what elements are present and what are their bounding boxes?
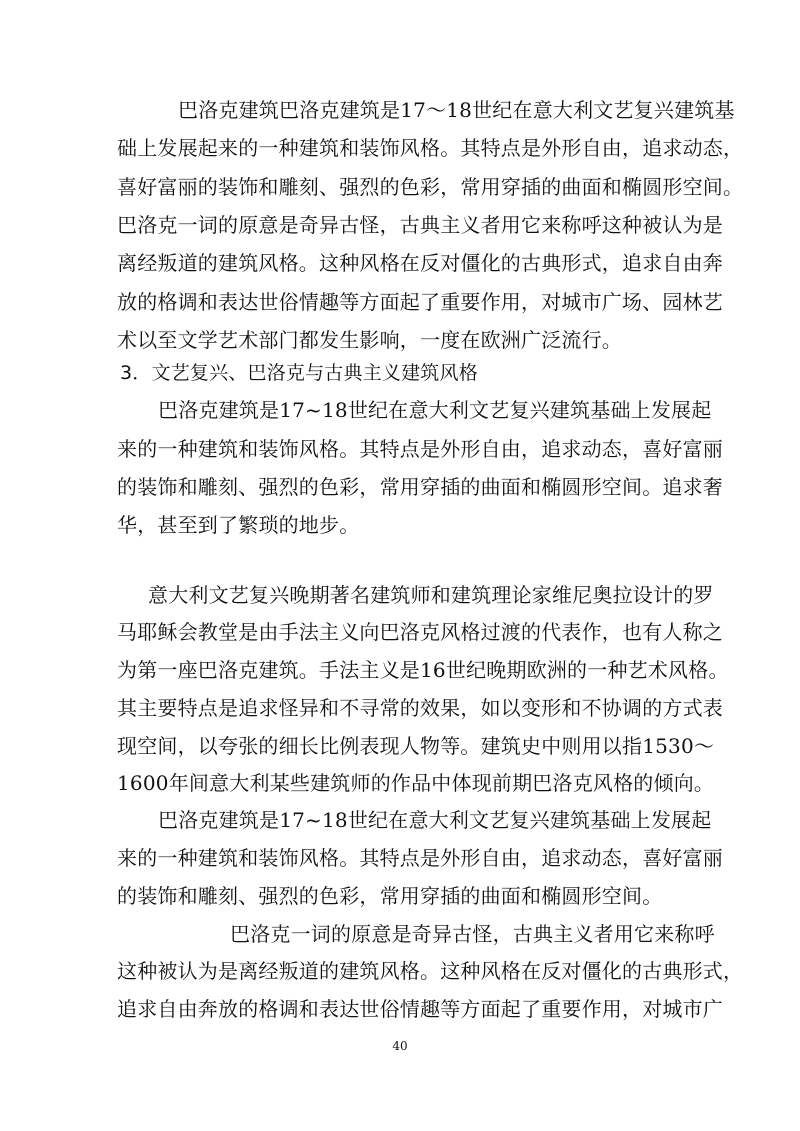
text-line: 离经叛道的建筑风格。这种风格在反对僵化的古典形式，追求自由奔 (117, 251, 723, 275)
text-line: 来的一种建筑和装饰风格。其特点是外形自由，追求动态，喜好富丽 (117, 437, 723, 461)
text-line: 现空间，以夸张的细长比例表现人物等。建筑史中则用以指1530～ (117, 734, 715, 758)
text-line: 其主要特点是追求怪异和不寻常的效果，如以变形和不协调的方式表 (117, 696, 723, 720)
text-line: 华，甚至到了繁琐的地步。 (117, 513, 360, 537)
text-line: 1600年间意大利某些建筑师的作品中体现前期巴洛克风格的倾向。 (117, 771, 715, 795)
page-number: 40 (392, 1039, 408, 1053)
text-line: 的装饰和雕刻、强烈的色彩，常用穿插的曲面和椭圆形空间。追求奢 (117, 475, 723, 499)
text-line: 喜好富丽的装饰和雕刻、强烈的色彩，常用穿插的曲面和椭圆形空间。 (117, 175, 744, 199)
text-line: 术以至文学艺术部门都发生影响，一度在欧洲广泛流行。 (117, 328, 622, 352)
text-line: 马耶稣会教堂是由手法主义向巴洛克风格过渡的代表作，也有人称之 (117, 620, 723, 644)
text-line: 来的一种建筑和装饰风格。其特点是外形自由，追求动态，喜好富丽 (117, 846, 723, 870)
text-line: 巴洛克建筑巴洛克建筑是17～18世纪在意大利文艺复兴建筑基 (178, 98, 735, 122)
text-line: 巴洛克一词的原意是奇异古怪，古典主义者用它来称呼这种被认为是 (117, 213, 723, 237)
text-line: 巴洛克一词的原意是奇异古怪，古典主义者用它来称呼 (230, 922, 715, 946)
text-line: 这种被认为是离经叛道的建筑风格。这种风格在反对僵化的古典形式， (117, 959, 744, 983)
text-line: 为第一座巴洛克建筑。手法主义是16世纪晚期欧洲的一种艺术风格。 (117, 658, 729, 682)
text-line: 意大利文艺复兴晚期著名建筑师和建筑理论家维尼奥拉设计的罗 (148, 583, 714, 607)
text-line: 放的格调和表达世俗情趣等方面起了重要作用，对城市广场、园林艺 (117, 290, 723, 314)
section-heading: 3．文艺复兴、巴洛克与古典主义建筑风格 (120, 362, 478, 384)
text-line: 巴洛克建筑是17~18世纪在意大利文艺复兴建筑基础上发展起 (158, 398, 712, 422)
text-line: 的装饰和雕刻、强烈的色彩，常用穿插的曲面和椭圆形空间。 (117, 884, 663, 908)
text-line: 追求自由奔放的格调和表达世俗情趣等方面起了重要作用，对城市广 (117, 997, 723, 1021)
text-line: 巴洛克建筑是17~18世纪在意大利文艺复兴建筑基础上发展起 (158, 808, 712, 832)
text-line: 础上发展起来的一种建筑和装饰风格。其特点是外形自由，追求动态， (117, 136, 744, 160)
